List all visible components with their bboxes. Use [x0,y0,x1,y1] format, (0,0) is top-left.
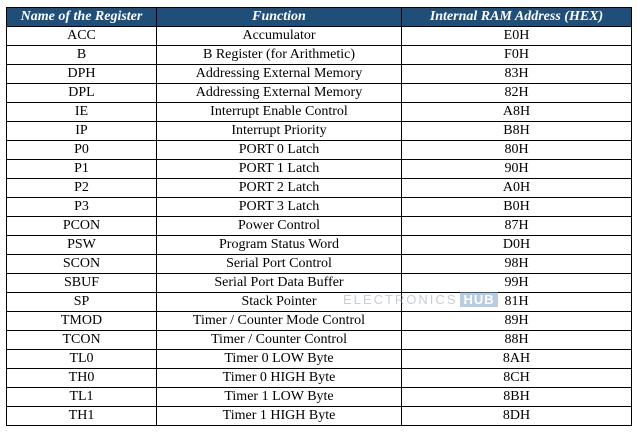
register-name-cell: P3 [7,198,157,217]
function-cell: Accumulator [157,27,402,46]
register-name-cell: P2 [7,179,157,198]
register-name-cell: SP [7,293,157,312]
register-name-cell: PCON [7,217,157,236]
register-name-cell: TL1 [7,388,157,407]
table-row [7,407,632,426]
header-function: Function [157,8,402,27]
table-row [7,65,632,84]
address-cell: D0H [402,236,632,255]
function-cell: PORT 3 Latch [157,198,402,217]
address-cell: 81H [402,293,632,312]
table-row [7,179,632,198]
function-cell: Timer / Counter Mode Control [157,312,402,331]
table-header-row [7,8,632,27]
address-cell: 99H [402,274,632,293]
function-cell: Timer / Counter Control [157,331,402,350]
register-name-cell: TCON [7,331,157,350]
address-cell: 8DH [402,407,632,426]
register-name-cell: IE [7,103,157,122]
function-cell: Stack Pointer [157,293,402,312]
function-cell: PORT 2 Latch [157,179,402,198]
register-name-cell: TH1 [7,407,157,426]
register-name-cell: ACC [7,27,157,46]
table-row [7,293,632,312]
table-row [7,46,632,65]
table-row [7,198,632,217]
function-cell: Program Status Word [157,236,402,255]
table-row [7,160,632,179]
register-name-cell: B [7,46,157,65]
address-cell: F0H [402,46,632,65]
address-cell: 8CH [402,369,632,388]
table-row [7,255,632,274]
table-row [7,103,632,122]
register-name-cell: SCON [7,255,157,274]
function-cell: PORT 1 Latch [157,160,402,179]
register-name-cell: TL0 [7,350,157,369]
address-cell: B8H [402,122,632,141]
function-cell: Interrupt Priority [157,122,402,141]
address-cell: 8BH [402,388,632,407]
function-cell: Interrupt Enable Control [157,103,402,122]
table-row [7,122,632,141]
table-row [7,312,632,331]
register-name-cell: SBUF [7,274,157,293]
address-cell: 88H [402,331,632,350]
address-cell: 8AH [402,350,632,369]
address-cell: A8H [402,103,632,122]
address-cell: 89H [402,312,632,331]
table-row [7,388,632,407]
address-cell: 90H [402,160,632,179]
header-register-name: Name of the Register [7,8,157,27]
function-cell: Addressing External Memory [157,65,402,84]
watermark-text: ELECTRONICS [343,291,458,307]
function-cell: PORT 0 Latch [157,141,402,160]
function-cell: Power Control [157,217,402,236]
function-cell: Addressing External Memory [157,84,402,103]
table-row [7,369,632,388]
table-row [7,350,632,369]
table-body [7,27,632,426]
header-ram-address: Internal RAM Address (HEX) [402,8,632,27]
address-cell: A0H [402,179,632,198]
table-row [7,84,632,103]
function-cell: B Register (for Arithmetic) [157,46,402,65]
address-cell: E0H [402,27,632,46]
address-cell: 87H [402,217,632,236]
address-cell: 98H [402,255,632,274]
table-row [7,274,632,293]
function-cell: Timer 1 HIGH Byte [157,407,402,426]
sfr-table-container [6,7,631,430]
table-row [7,236,632,255]
table-row [7,141,632,160]
function-cell: Serial Port Control [157,255,402,274]
register-name-cell: DPL [7,84,157,103]
register-name-cell: IP [7,122,157,141]
register-name-cell: TMOD [7,312,157,331]
address-cell: 82H [402,84,632,103]
table-row [7,331,632,350]
function-cell: Timer 0 HIGH Byte [157,369,402,388]
table-row [7,217,632,236]
register-name-cell: TH0 [7,369,157,388]
address-cell: 80H [402,141,632,160]
function-cell: Timer 0 LOW Byte [157,350,402,369]
register-name-cell: P1 [7,160,157,179]
register-name-cell: DPH [7,65,157,84]
register-name-cell: PSW [7,236,157,255]
function-cell: Timer 1 LOW Byte [157,388,402,407]
sfr-table [6,7,632,426]
address-cell: B0H [402,198,632,217]
watermark-badge: HUB [460,292,497,307]
table-row [7,27,632,46]
register-name-cell: P0 [7,141,157,160]
address-cell: 83H [402,65,632,84]
function-cell: Serial Port Data Buffer [157,274,402,293]
